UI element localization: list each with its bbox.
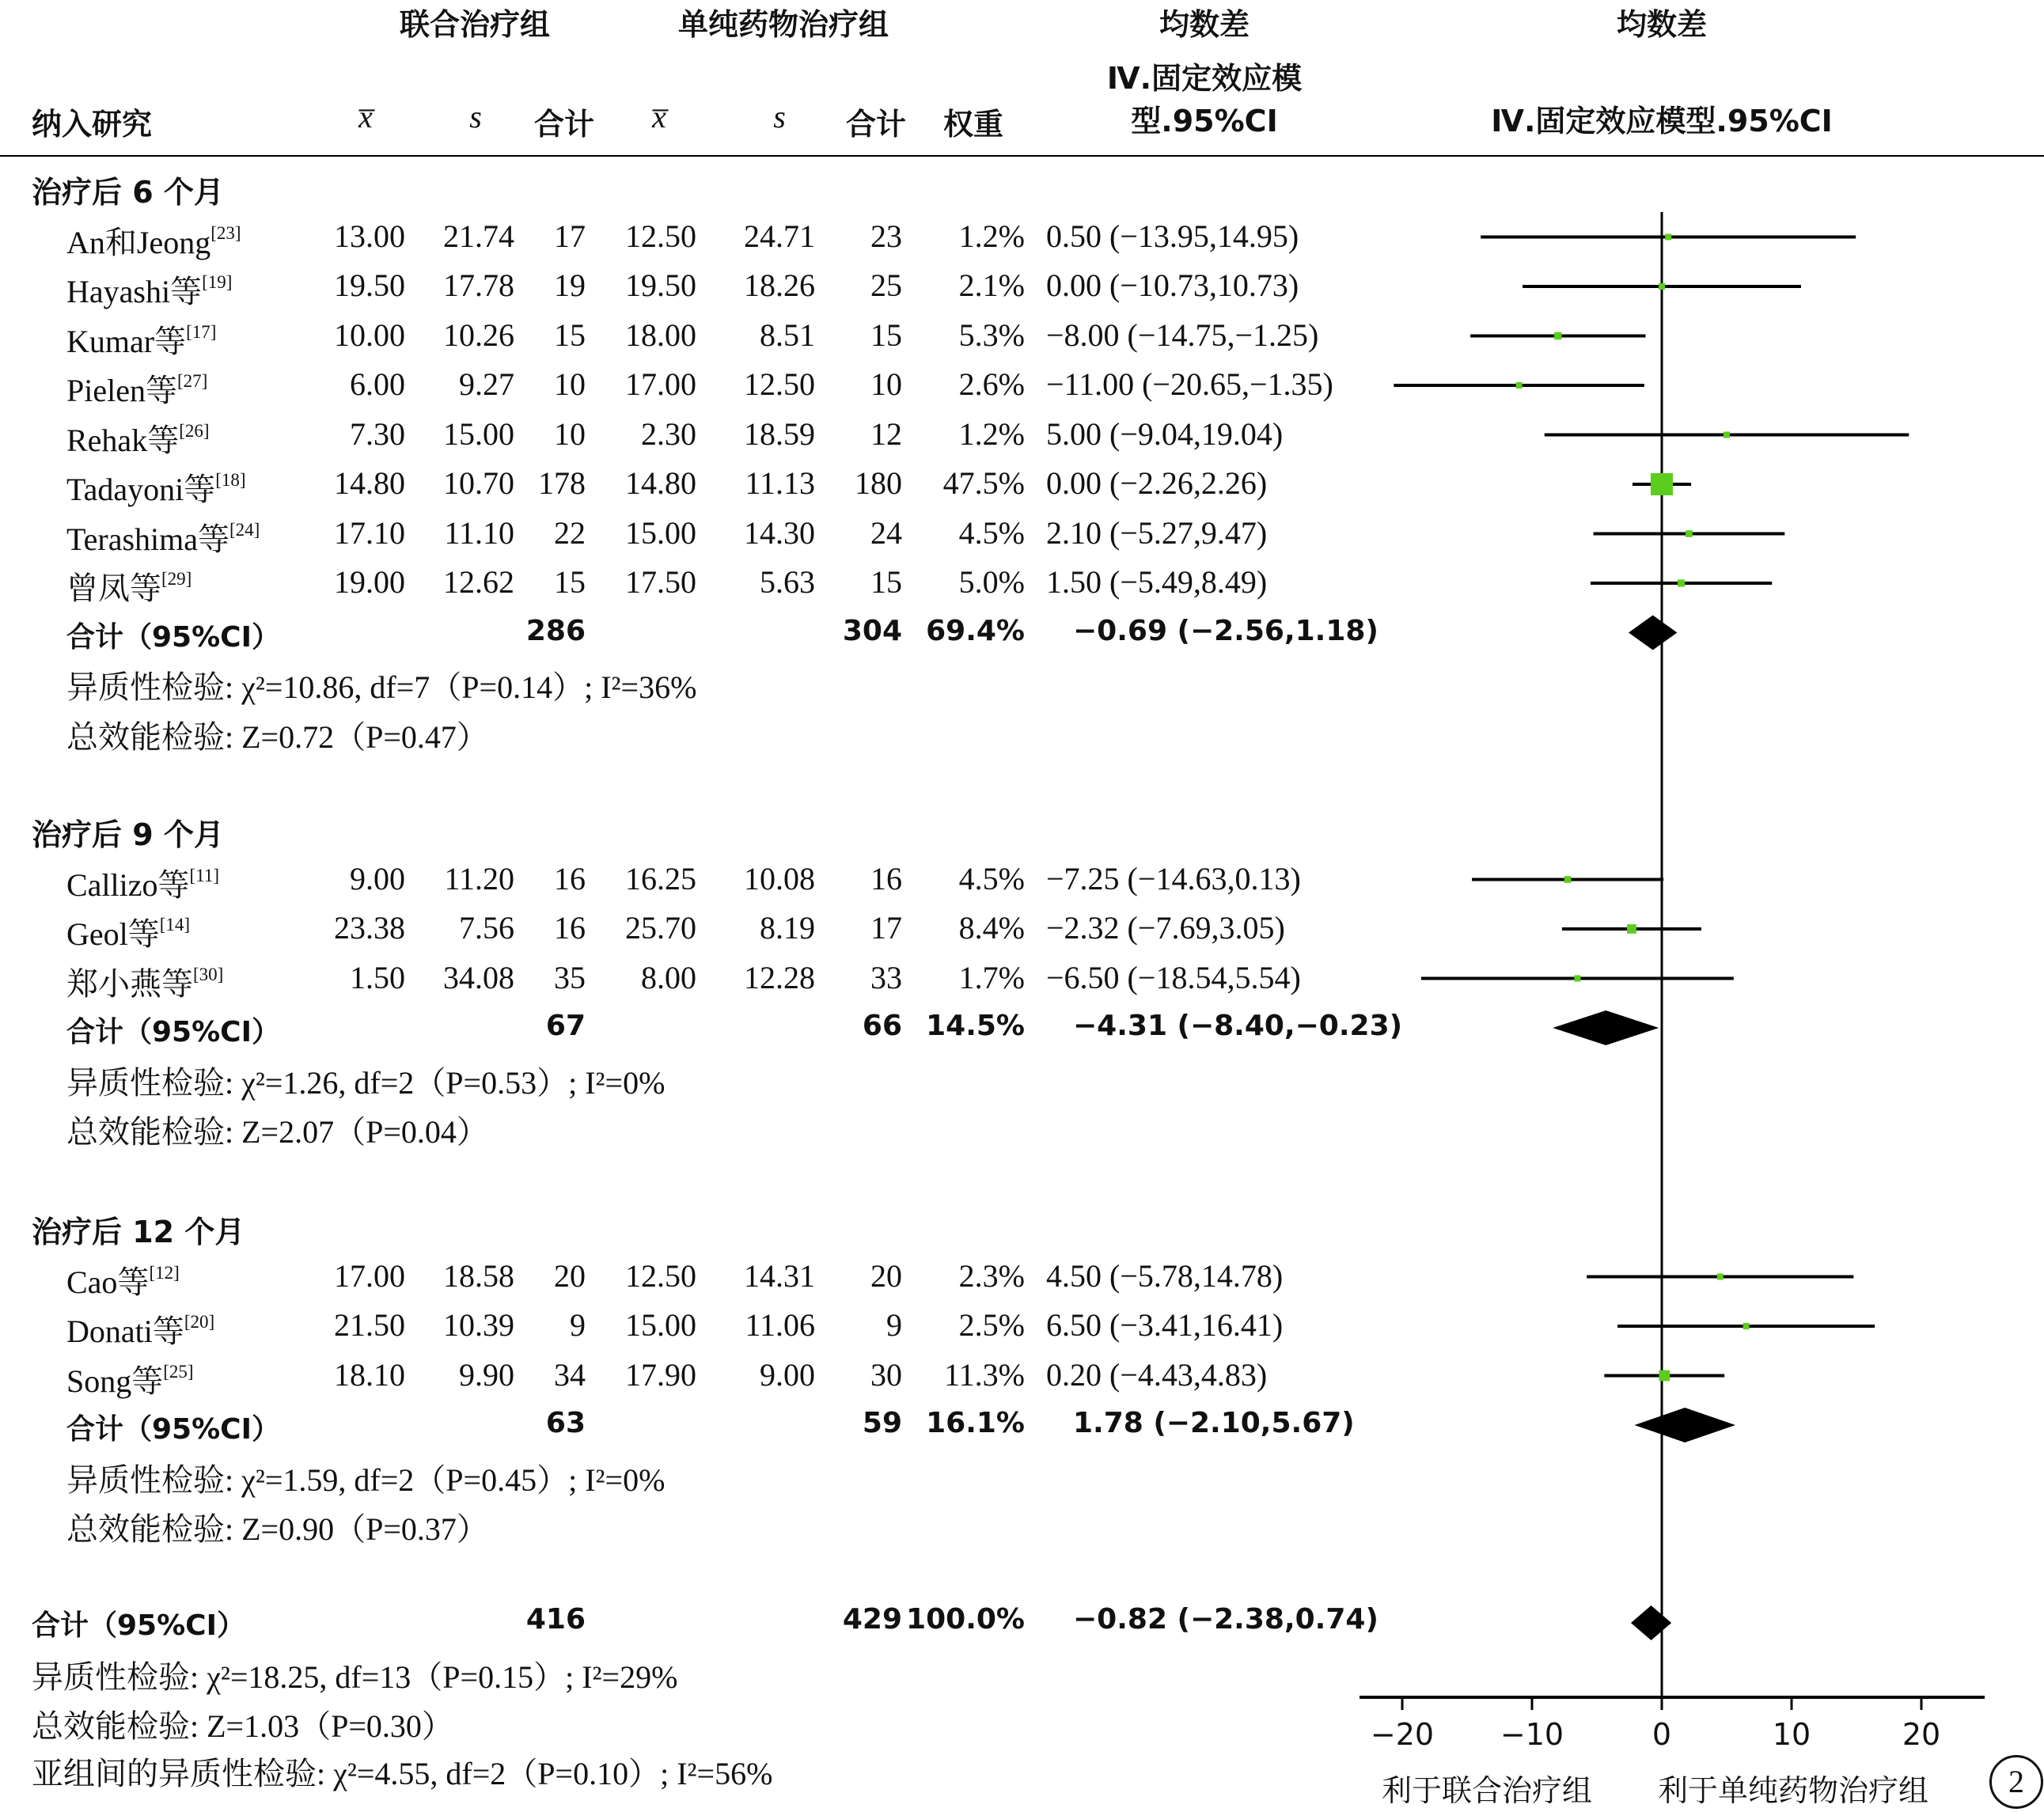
effect-square — [1724, 432, 1730, 438]
group2-sd-cell: 9.00 — [760, 1356, 815, 1393]
group1-sd-cell: 11.20 — [444, 860, 514, 897]
group1-sd-cell: 9.90 — [459, 1356, 514, 1393]
weight-cell: 8.4% — [958, 910, 1025, 946]
group2-sd-cell: 5.63 — [760, 564, 815, 600]
weight-cell: 1.7% — [958, 959, 1025, 995]
group2-n-cell: 30 — [870, 1356, 902, 1393]
subgroup-total-label: 合计（95%CI） — [66, 620, 280, 654]
md-ci-cell: 6.50 (−3.41,16.41) — [1046, 1307, 1284, 1343]
study-name-text: 曾凤等 — [66, 571, 161, 606]
subgroup-total-label: 合计（95%CI） — [66, 1413, 280, 1446]
group1-sd-cell: 7.56 — [459, 910, 514, 946]
subgroup-total-n1: 286 — [525, 614, 586, 647]
group1-mean-cell: 18.10 — [334, 1356, 405, 1393]
group2-n-cell: 33 — [870, 959, 902, 995]
group2-sd-cell: 18.59 — [744, 415, 815, 452]
group2-mean-cell: 12.50 — [625, 1257, 696, 1294]
group1-n-cell: 34 — [554, 1356, 586, 1393]
weight-cell: 1.2% — [958, 415, 1025, 452]
weight-cell: 1.2% — [958, 218, 1025, 254]
group2-n-cell: 180 — [855, 465, 902, 501]
reference-number: [26] — [179, 420, 210, 441]
weight-cell: 2.5% — [958, 1307, 1025, 1343]
group2-sd-cell: 12.50 — [744, 366, 815, 402]
group1-mean-cell: 9.00 — [350, 860, 405, 897]
group2-sd-cell: 11.13 — [745, 465, 815, 501]
group2-n-cell: 15 — [870, 317, 902, 353]
md-ci-cell: −8.00 (−14.75,−1.25) — [1046, 317, 1319, 353]
effect-square — [1743, 1323, 1750, 1329]
subgroup-heterogeneity: 异质性检验: χ²=1.59, df=2（P=0.45）; I²=0% — [66, 1461, 666, 1498]
group2-mean-cell: 25.70 — [625, 910, 696, 946]
md-column-subtitle-1: Ⅳ.固定效应模 — [1106, 61, 1303, 96]
md-ci-cell: 0.20 (−4.43,4.83) — [1046, 1356, 1268, 1393]
group2-n-cell: 15 — [870, 564, 902, 600]
group1-mean-cell: 23.38 — [334, 910, 405, 946]
md-ci-cell: 2.10 (−5.27,9.47) — [1046, 514, 1268, 551]
group1-n-cell: 19 — [554, 267, 586, 303]
group1-mean-cell: 6.00 — [350, 366, 405, 402]
md-ci-cell: −11.00 (−20.65,−1.35) — [1046, 366, 1333, 402]
subgroup-effect-test: 总效能检验: Z=2.07（P=0.04） — [66, 1114, 488, 1150]
md-ci-cell: −6.50 (−18.54,5.54) — [1046, 959, 1301, 995]
group1-sd-header: s — [469, 99, 482, 135]
favor-left-label: 利于联合治疗组 — [1382, 1773, 1593, 1808]
x-tick-label: 10 — [1772, 1717, 1811, 1752]
group2-mean-cell: 2.30 — [641, 415, 696, 452]
reference-number: [18] — [215, 470, 246, 490]
group2-mean-cell: 18.00 — [625, 317, 696, 353]
subgroup-total-n2: 304 — [842, 614, 902, 647]
group1-n-cell: 17 — [554, 218, 586, 254]
group2-n-cell: 23 — [870, 218, 902, 254]
x-axis — [1360, 1697, 1985, 1752]
weight-cell: 47.5% — [942, 465, 1025, 501]
group2-total-header: 合计 — [845, 107, 907, 142]
plot-subtitle: Ⅳ.固定效应模型.95%CI — [1491, 104, 1833, 138]
subgroup-title: 治疗后 9 个月 — [32, 817, 224, 852]
group2-mean-cell: 12.50 — [625, 218, 696, 254]
subgroup-total-weight: 16.1% — [926, 1407, 1025, 1439]
effect-square — [1717, 1274, 1724, 1280]
study-name-text: Song等 — [66, 1363, 164, 1399]
md-ci-cell: 5.00 (−9.04,19.04) — [1046, 415, 1284, 452]
x-tick-label: 0 — [1652, 1717, 1672, 1752]
group1-mean-cell: 19.50 — [334, 267, 405, 303]
effect-square — [1574, 976, 1580, 982]
group2-n-cell: 10 — [870, 366, 902, 402]
group1-n-cell: 10 — [554, 366, 586, 402]
reference-number: [11] — [189, 865, 219, 885]
group1-n-cell: 15 — [554, 564, 586, 600]
group1-n-cell: 9 — [570, 1307, 586, 1343]
study-column-header: 纳入研究 — [32, 107, 153, 142]
group1-sd-cell: 11.10 — [444, 514, 514, 551]
group2-mean-cell: 15.00 — [625, 1307, 696, 1343]
md-ci-cell: 0.50 (−13.95,14.95) — [1046, 218, 1299, 254]
effect-square — [1564, 876, 1572, 883]
weight-cell: 5.3% — [958, 317, 1025, 353]
group1-sd-cell: 34.08 — [443, 959, 514, 995]
group1-n-cell: 20 — [554, 1257, 586, 1294]
group2-sd-cell: 18.26 — [744, 267, 815, 303]
group1-mean-cell: 1.50 — [350, 959, 405, 995]
md-ci-cell: 0.00 (−2.26,2.26) — [1046, 465, 1268, 501]
group2-sd-cell: 24.71 — [744, 218, 815, 254]
subgroup-total-ci: −0.69 (−2.56,1.18) — [1073, 614, 1378, 647]
group1-n-cell: 10 — [554, 415, 586, 452]
group1-sd-cell: 12.62 — [443, 564, 514, 600]
reference-number: [17] — [186, 321, 217, 342]
group2-n-cell: 12 — [870, 415, 902, 452]
reference-number: [30] — [193, 964, 224, 984]
reference-number: [23] — [210, 222, 241, 243]
study-name-text: Pielen等 — [66, 373, 177, 408]
group1-sd-cell: 10.26 — [443, 317, 514, 353]
reference-number: [29] — [161, 569, 192, 589]
group2-header: 单纯药物治疗组 — [677, 7, 889, 42]
subgroup-effect-test: 总效能检验: Z=0.72（P=0.47） — [66, 718, 488, 755]
group2-mean-cell: 17.50 — [625, 564, 696, 600]
reference-number: [20] — [184, 1312, 215, 1332]
study-name-text: Donati等 — [66, 1314, 184, 1349]
group2-mean-header: x̅ — [652, 99, 666, 135]
overall-ci: −0.82 (−2.38,0.74) — [1073, 1603, 1378, 1636]
group1-sd-cell: 10.70 — [443, 465, 514, 501]
group1-n-cell: 22 — [554, 514, 586, 551]
study-name-text: Kumar等 — [66, 323, 187, 359]
overall-total-label: 合计（95%CI） — [32, 1609, 245, 1642]
study-name-text: Tadayoni等 — [66, 472, 216, 507]
group2-mean-cell: 19.50 — [625, 267, 696, 303]
group2-sd-header: s — [773, 99, 786, 135]
subgroup-heterogeneity: 异质性检验: χ²=1.26, df=2（P=0.53）; I²=0% — [66, 1064, 666, 1101]
reference-number: [14] — [159, 915, 191, 934]
group1-sd-cell: 17.78 — [443, 267, 514, 303]
group2-mean-cell: 17.00 — [625, 366, 696, 402]
group2-sd-cell: 14.30 — [744, 514, 815, 551]
subgroup-total-weight: 14.5% — [926, 1010, 1025, 1042]
group1-mean-cell: 14.80 — [334, 465, 405, 501]
group2-sd-cell: 12.28 — [744, 959, 815, 995]
group1-mean-cell: 13.00 — [334, 218, 405, 254]
group2-sd-cell: 10.08 — [744, 860, 815, 897]
study-name-text: 郑小燕等 — [66, 965, 193, 1002]
effect-square — [1516, 382, 1523, 389]
group1-sd-cell: 15.00 — [443, 415, 514, 452]
pooled-diamond — [1553, 1010, 1659, 1045]
effect-square — [1651, 473, 1673, 495]
group2-sd-cell: 8.19 — [760, 910, 815, 946]
plot-title: 均数差 — [1616, 7, 1708, 42]
figure-number: 2 — [1989, 1755, 2043, 1809]
group2-sd-cell: 8.51 — [760, 317, 815, 353]
x-tick-label: −20 — [1370, 1717, 1435, 1752]
group2-n-cell: 25 — [870, 267, 902, 303]
md-ci-cell: 4.50 (−5.78,14.78) — [1046, 1257, 1284, 1294]
subgroup-total-weight: 69.4% — [926, 614, 1025, 647]
group1-mean-cell: 21.50 — [334, 1307, 405, 1343]
group1-n-cell: 16 — [554, 910, 586, 946]
effect-square — [1627, 924, 1636, 934]
group2-mean-cell: 16.25 — [625, 860, 696, 897]
subgroup-total-n1: 67 — [545, 1010, 586, 1042]
group1-sd-cell: 21.74 — [443, 218, 514, 254]
overall-n2: 429 — [842, 1603, 902, 1636]
weight-cell: 2.6% — [958, 366, 1025, 402]
reference-number: [24] — [229, 519, 260, 540]
subgroup-total-n1: 63 — [545, 1407, 586, 1439]
group1-sd-cell: 10.39 — [443, 1307, 514, 1343]
group1-n-cell: 16 — [554, 860, 586, 897]
group1-n-cell: 15 — [554, 317, 586, 353]
x-tick-label: 20 — [1902, 1717, 1941, 1752]
subgroup-title: 治疗后 12 个月 — [32, 1215, 245, 1249]
study-name-text: Hayashi等 — [66, 274, 203, 309]
group2-mean-cell: 17.90 — [625, 1356, 696, 1393]
favor-right-label: 利于单纯药物治疗组 — [1658, 1773, 1929, 1808]
group1-mean-cell: 19.00 — [334, 564, 405, 600]
study-name-text: Geol等 — [66, 916, 160, 952]
group1-mean-cell: 17.10 — [334, 514, 405, 551]
group2-n-cell: 20 — [870, 1257, 902, 1294]
group2-n-cell: 17 — [870, 910, 902, 946]
effect-square — [1659, 1370, 1670, 1382]
group1-total-header: 合计 — [533, 107, 595, 142]
md-ci-cell: −2.32 (−7.69,3.05) — [1046, 910, 1285, 946]
subgroup-title: 治疗后 6 个月 — [32, 175, 224, 210]
group2-n-cell: 16 — [870, 860, 902, 897]
md-ci-cell: 1.50 (−5.49,8.49) — [1046, 564, 1268, 600]
group2-sd-cell: 11.06 — [745, 1307, 815, 1343]
reference-number: [12] — [149, 1262, 180, 1283]
overall-weight: 100.0% — [906, 1603, 1025, 1636]
effect-square — [1554, 332, 1561, 339]
reference-number: [27] — [176, 371, 208, 391]
overall-heterogeneity: 异质性检验: χ²=18.25, df=13（P=0.15）; I²=29% — [32, 1659, 678, 1695]
group1-n-cell: 178 — [538, 465, 586, 501]
effect-square — [1659, 283, 1665, 290]
subgroup-total-label: 合计（95%CI） — [66, 1016, 280, 1048]
effect-square — [1665, 234, 1671, 241]
subgroup-heterogeneity: 异质性检验: χ²=10.86, df=7（P=0.14）; I²=36% — [66, 669, 697, 705]
forest-marks — [1394, 212, 1909, 1697]
group1-mean-header: x̅ — [358, 99, 373, 135]
overall-effect-test: 总效能检验: Z=1.03（P=0.30） — [32, 1708, 453, 1744]
subgroup-total-ci: 1.78 (−2.10,5.67) — [1073, 1407, 1355, 1439]
group1-sd-cell: 9.27 — [459, 366, 514, 402]
group1-mean-cell: 7.30 — [350, 415, 405, 452]
weight-cell: 11.3% — [944, 1356, 1025, 1393]
md-ci-cell: 0.00 (−10.73,10.73) — [1046, 267, 1299, 303]
pooled-diamond — [1635, 1408, 1735, 1442]
md-column-title: 均数差 — [1159, 7, 1250, 42]
subgroup-heterogeneity: 亚组间的异质性检验: χ²=4.55, df=2（P=0.10）; I²=56% — [32, 1756, 773, 1791]
group1-mean-cell: 10.00 — [334, 317, 405, 353]
overall-n1: 416 — [525, 1603, 586, 1636]
subgroup-total-n2: 66 — [862, 1010, 902, 1042]
pooled-diamond — [1629, 616, 1677, 650]
md-ci-cell: −7.25 (−14.63,0.13) — [1046, 860, 1301, 897]
weight-cell: 4.5% — [958, 514, 1025, 551]
reference-number: [19] — [202, 272, 233, 292]
weight-cell: 4.5% — [958, 860, 1025, 897]
subgroup-effect-test: 总效能检验: Z=0.90（P=0.37） — [66, 1511, 488, 1547]
effect-square — [1686, 530, 1693, 537]
study-name-text: Terashima等 — [66, 521, 230, 557]
weight-cell: 5.0% — [958, 564, 1025, 600]
weight-cell: 2.3% — [958, 1257, 1025, 1294]
subgroup-total-n2: 59 — [862, 1407, 902, 1439]
study-name-text: Cao等 — [66, 1264, 150, 1300]
group1-n-cell: 35 — [554, 959, 586, 995]
group2-mean-cell: 8.00 — [641, 959, 696, 995]
study-name-text: Callizo等 — [66, 866, 190, 903]
md-column-subtitle-2: 型.95%CI — [1131, 104, 1278, 138]
x-tick-label: −10 — [1500, 1717, 1564, 1752]
effect-square — [1678, 579, 1685, 586]
subgroup-total-ci: −4.31 (−8.40,−0.23) — [1073, 1010, 1403, 1042]
reference-number: [25] — [163, 1361, 194, 1382]
group1-mean-cell: 17.00 — [334, 1257, 405, 1294]
weight-cell: 2.1% — [958, 267, 1025, 303]
group1-header: 联合治疗组 — [399, 7, 551, 42]
group2-n-cell: 9 — [886, 1307, 902, 1343]
group1-sd-cell: 18.58 — [443, 1257, 514, 1294]
pooled-diamond — [1631, 1605, 1671, 1640]
group2-sd-cell: 14.31 — [744, 1257, 815, 1294]
group2-n-cell: 24 — [870, 514, 902, 551]
study-name-text: Rehak等 — [66, 422, 180, 458]
group2-mean-cell: 15.00 — [625, 514, 696, 551]
group2-mean-cell: 14.80 — [625, 465, 696, 501]
weight-header: 权重 — [942, 107, 1004, 142]
study-name-text: An和Jeong — [66, 224, 211, 260]
